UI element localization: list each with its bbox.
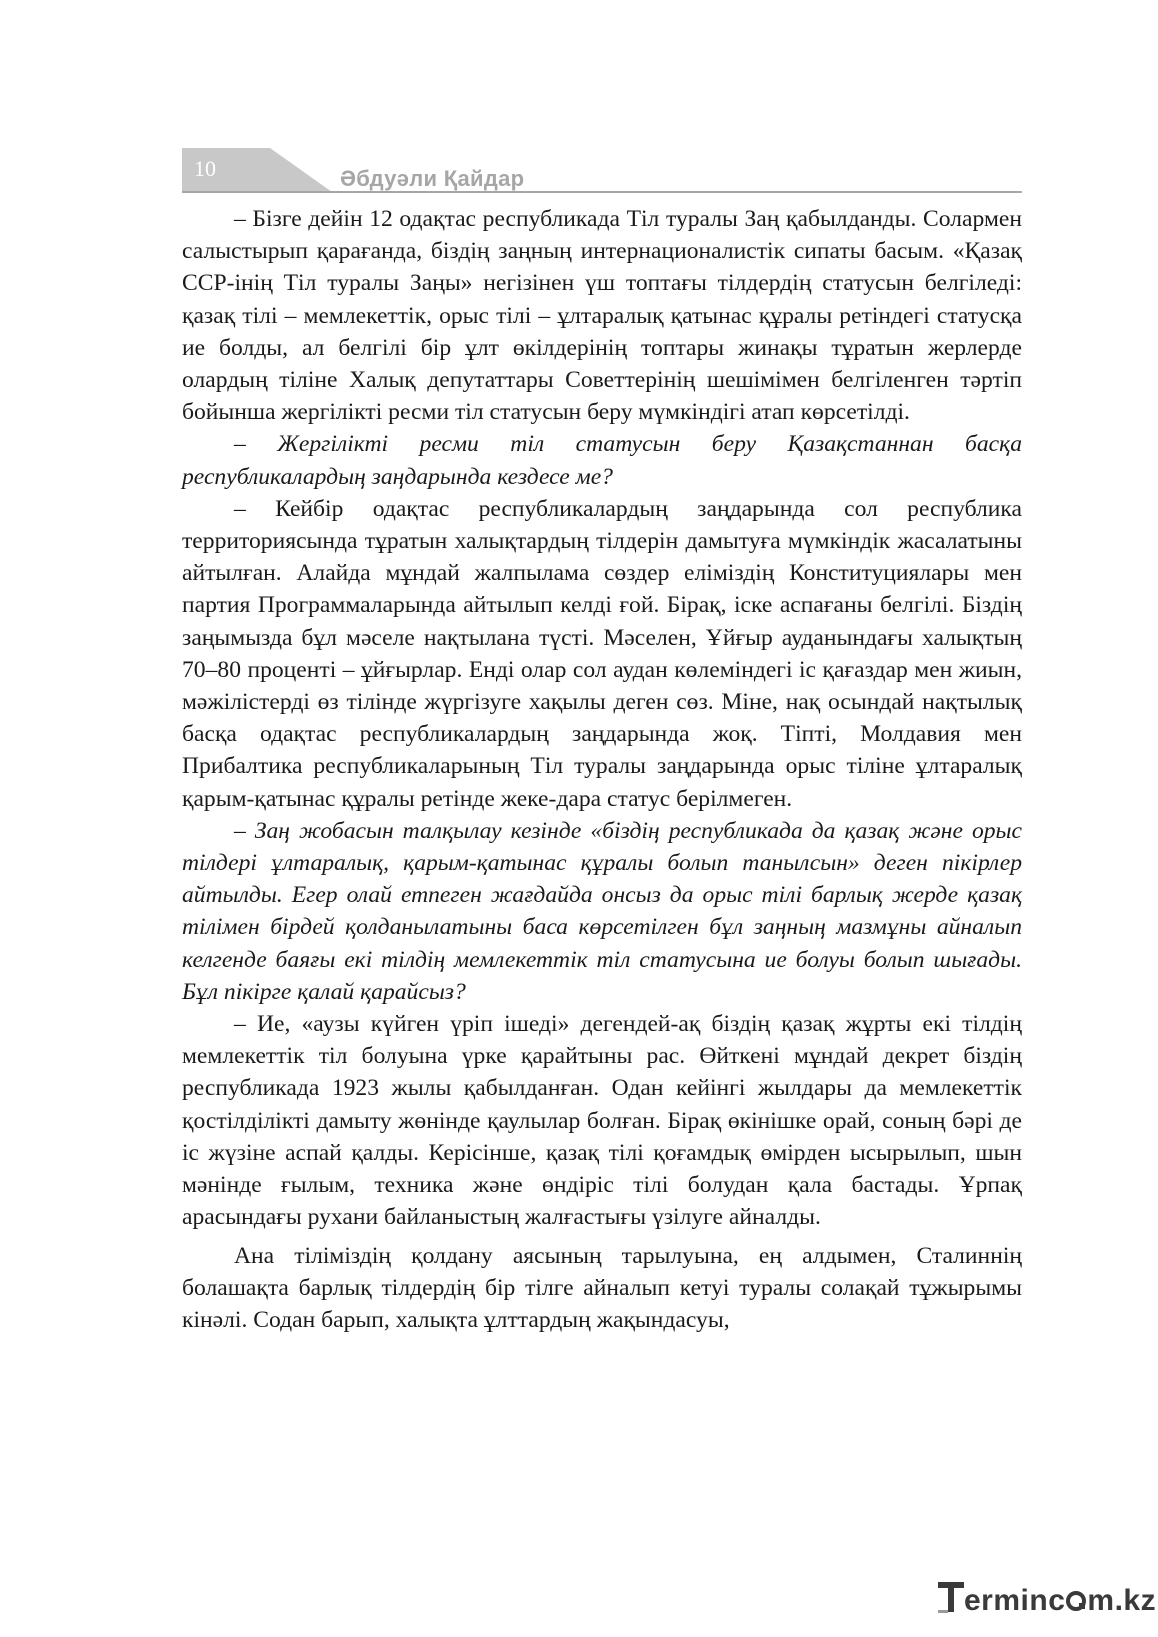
- watermark-o-logo-icon: [1065, 1589, 1087, 1613]
- watermark-text-tail: m.kz: [1087, 1584, 1157, 1617]
- termincom-watermark: [938, 1574, 1157, 1624]
- paragraph-answer-1: – Бізге дейін 12 одақтас республикада Тіл туралы Заң қабылданды. Солармен салыстырып қарағанда, біздің заңның интернационалистік сипаты басым. «Қазақ ССР-інің Тіл туралы Заңы» негізінен үш топтағы тілдердің статусын белгіледі: қазақ тілі – мемлекеттік, орыс тілі – ұлтаралық қатынас құралы ретіндегі статусқа ие болды, ал белгілі бір ұлт өкілдерінің топтары жинақы тұратын жерлерде олардың тіліне Халық депутаттары Советтерінің шешімімен белгіленген тәртіп бойынша жергілікті ресми тіл статусын беру мүмкіндігі атап көрсетілді.: [182, 206, 1022, 426]
- paragraph-question-1: – Жергілікті ресми тіл статусын беру Қазақстаннан басқа республикалардың заңдарында кездесе ме?: [182, 431, 1022, 490]
- header-rule: [182, 191, 1022, 193]
- running-head-author: Әбдуәли Қайдар: [340, 166, 525, 191]
- watermark-text: [938, 1580, 1156, 1618]
- page-header: [182, 148, 1022, 192]
- page-number: 10: [194, 156, 216, 181]
- paragraph-continuation: Ана тіліміздің қолдану аясының тарылуына, ең алдымен, Сталиннің болашақта барлық тілдердің бір тілге айналып кетуі туралы солақай тұжырымы кінәлі. Содан барып, халықта ұлттардың жақындасуы,: [182, 1242, 1022, 1333]
- paragraph-answer-3: – Ие, «аузы күйген үріп ішеді» дегендей-ақ біздің қазақ жұрты екі тілдің мемлекеттік тіл болуына үрке қарайтыны рас. Өйткені мұндай декрет біздің республикада 1923 жылы қабылданған. Одан кейінгі жылдары да мемлекеттік қостілділікті дамыту жөнінде қаулылар болған. Бірақ өкінішке орай, соның бәрі де іс жүзіне аспай қалды. Керісінше, қазақ тілі қоғамдық өмірден ысырылып, шын мәнінде ғылым, техника және өндіріс тілі болудан қала бастады. Ұрпақ арасындағы рухани байланыстың жалғастығы үзілуге айналды.: [182, 1011, 1022, 1231]
- body-text: [182, 203, 1022, 1336]
- watermark-text-mid: erminc: [964, 1584, 1066, 1617]
- watermark-t-logo-icon: [938, 1580, 964, 1614]
- paragraph-answer-2: – Кейбір одақтас республикалардың заңдарында сол республика территориясында тұратын халықтардың тілдерін дамытуға мүмкіндік жасалатыны айтылған. Алайда мұндай жалпылама сөздер еліміздің Конституциялары мен партия Программаларында айтылып келді ғой. Бірақ, іске аспағаны белгілі. Біздің заңымызда бұл мәселе нақтылана түсті. Мәселен, Ұйғыр ауданындағы халықтың 70–80 проценті – ұйғырлар. Енді олар сол аудан көлеміндегі іс қағаздар мен жиын, мәжілістерді өз тілінде жүргізуге хақылы деген сөз. Міне, нақ осындай нақтылық басқа одақтас республикалардың заңдарында жоқ. Тіпті, Молдавия мен Прибалтика республикаларының Тіл туралы заңдарында орыс тіліне ұлтаралық қарым-қатынас құралы ретінде жеке-дара статус берілмеген.: [182, 495, 1022, 812]
- paragraph-question-2: – Заң жобасын талқылау кезінде «біздің республикада да қазақ және орыс тілдері ұлтаралық, қарым-қатынас құралы болып танылсын» деген пікірлер айтылды. Егер олай етпеген жағдайда онсыз да орыс тілі барлық жерде қазақ тілімен бірдей қолданылатыны баса көрсетілген бұл заңның мазмұны айналып келгенде баяғы екі тілдің мемлекеттік тіл статусына ие болуы болып шығады. Бұл пікірге қалай қарайсыз?: [182, 817, 1022, 1005]
